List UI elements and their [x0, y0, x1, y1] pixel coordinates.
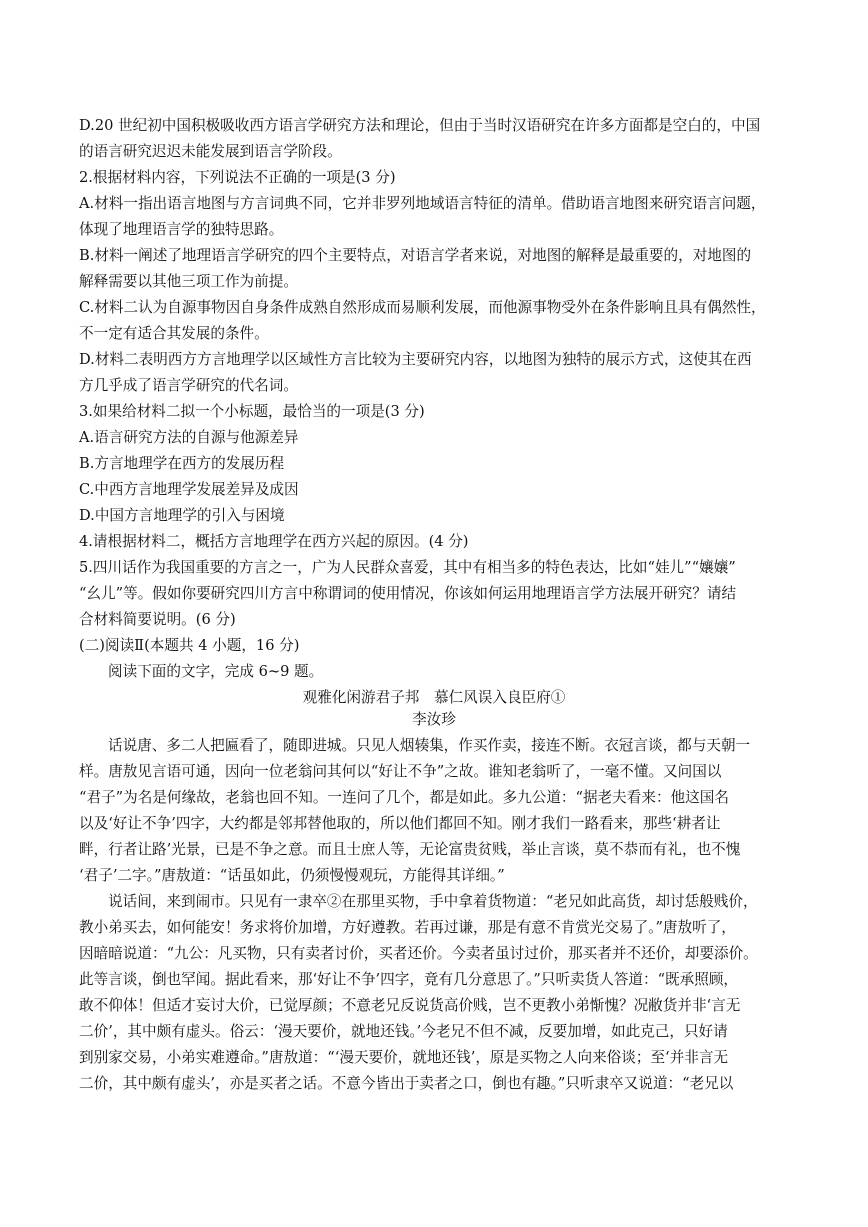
q2-option-c-line-2: 不一定有适合其发展的条件。 — [79, 325, 269, 342]
q2-option-b-line-2: 解释需要以其他三项工作为前提。 — [79, 273, 298, 290]
q3-option-b: B.方言地理学在西方的发展历程 — [79, 455, 285, 472]
question-4: 4.请根据材料二，概括方言地理学在西方兴起的原因。(4 分) — [79, 533, 469, 550]
q2-option-a-line-2: 体现了地理语言学的独特思路。 — [79, 221, 284, 238]
question-2: 2.根据材料内容，下列说法不正确的一项是(3 分) — [79, 169, 396, 186]
passage-line: 教小弟买去，如何能安！务求将价加增，方好遵教。若再过谦，那是有意不肯赏光交易了。”唐敖听了， — [79, 919, 736, 936]
reading-instruction: 阅读下面的文字，完成 6~9 题。 — [108, 663, 324, 680]
passage-author: 李汝珍 — [412, 711, 456, 728]
q3-option-a: A.语言研究方法的自源与他源差异 — [79, 429, 299, 446]
section-heading: (二)阅读Ⅱ(本题共 4 小题，16 分) — [79, 637, 300, 654]
passage-line: 二价，其中颇有虚头’，亦是买者之话。不意今皆出于卖者之口，倒也有趣。”只听隶卒又说道：“老兄以 — [79, 1075, 734, 1092]
passage-line: 样。唐敖见言语可通，因向一位老翁问其何以“好让不争”之故。谁知老翁听了，一毫不懂。又问国以 — [79, 763, 722, 780]
passage-line: 到别家交易，小弟实难遵命。”唐敖道：“‘漫天要价，就地还钱’，原是买物之人向来俗谈；至‘并非言无 — [79, 1049, 729, 1066]
q2-option-c-line-1: C.材料二认为自源事物因自身条件成熟自然形成而易顺利发展，而他源事物受外在条件影响且具有偶然性， — [79, 299, 766, 316]
passage-line: 话说唐、多二人把匾看了，随即进城。只见人烟辏集，作买作卖，接连不断。衣冠言谈，都与天朝一 — [108, 737, 751, 754]
question-5-line-2: “幺儿”等。假如你要研究四川方言中称谓词的使用情况，你该如何运用地理语言学方法展开研究？请结 — [79, 585, 737, 602]
passage-line: 此等言谈，倒也罕闻。据此看来，那‘好让不争’四字，竟有几分意思了。”只听卖货人答道：“既承照顾， — [79, 971, 739, 988]
question-5-line-1: 5.四川话作为我国重要的方言之一，广为人民群众喜爱，其中有相当多的特色表达，比如“娃儿”“孃孃” — [79, 559, 736, 576]
passage-line: 说话间，来到闹市。只见有一隶卒②在那里买物，手中拿着货物道：“老兄如此高货，却讨恁般贱价， — [108, 893, 758, 910]
question-5-line-3: 合材料简要说明。(6 分) — [79, 611, 236, 628]
passage-line: 敢不仰体！但适才妄讨大价，已觉厚颜；不意老兄反说货高价贱，岂不更教小弟惭愧？况敝货并非‘言无 — [79, 997, 741, 1014]
passage-line: 畔，行者让路’光景，已是不争之意。而且士庶人等，无论富贵贫贱，举止言谈，莫不恭而有礼，也不愧 — [79, 841, 741, 858]
q2-option-b-line-1: B.材料一阐述了地理语言学研究的四个主要特点，对语言学者来说，对地图的解释是最重要的，对地图的 — [79, 247, 752, 264]
question-3: 3.如果给材料二拟一个小标题，最恰当的一项是(3 分) — [79, 403, 425, 420]
q2-option-a-line-1: A.材料一指出语言地图与方言词典不同，它并非罗列地域语言特征的清单。借助语言地图来研究语言问题， — [79, 195, 766, 212]
q3-option-c: C.中西方言地理学发展差异及成因 — [79, 481, 299, 498]
passage-line: ‘君子’二字。”唐敖道：“话虽如此，仍须慢慢观玩，方能得其详细。” — [79, 867, 505, 884]
option-d-line-2: 的语言研究迟迟未能发展到语言学阶段。 — [79, 143, 342, 160]
option-d-line-1: D.20 世纪初中国积极吸收西方语言学研究方法和理论，但由于当时汉语研究在许多方面都是空白的，中国 — [79, 117, 761, 134]
passage-line: 以及‘好让不争’四字，大约都是邻邦替他取的，所以他们都回不知。刚才我们一路看来，那些‘耕者让 — [79, 815, 721, 832]
q3-option-d: D.中国方言地理学的引入与困境 — [79, 507, 285, 524]
passage-title: 观雅化闲游君子邦 慕仁风误入良臣府① — [302, 689, 566, 706]
passage-line: “君子”为名是何缘故，老翁也回不知。一连问了几个，都是如此。多九公道：“据老夫看来：他这国名 — [79, 789, 729, 806]
passage-line: 二价’，其中颇有虚头。俗云：‘漫天要价，就地还钱。’今老兄不但不减，反要加增，如此克己，只好请 — [79, 1023, 728, 1040]
passage-line: 因暗暗说道：“九公：凡买物，只有卖者讨价，买者还价。今卖者虽讨过价，那买者并不还价，却要添价。 — [79, 945, 758, 962]
q2-option-d-line-1: D.材料二表明西方方言地理学以区域性方言比较为主要研究内容，以地图为独特的展示方式，这使其在西 — [79, 351, 752, 368]
q2-option-d-line-2: 方几乎成了语言学研究的代名词。 — [79, 377, 298, 394]
